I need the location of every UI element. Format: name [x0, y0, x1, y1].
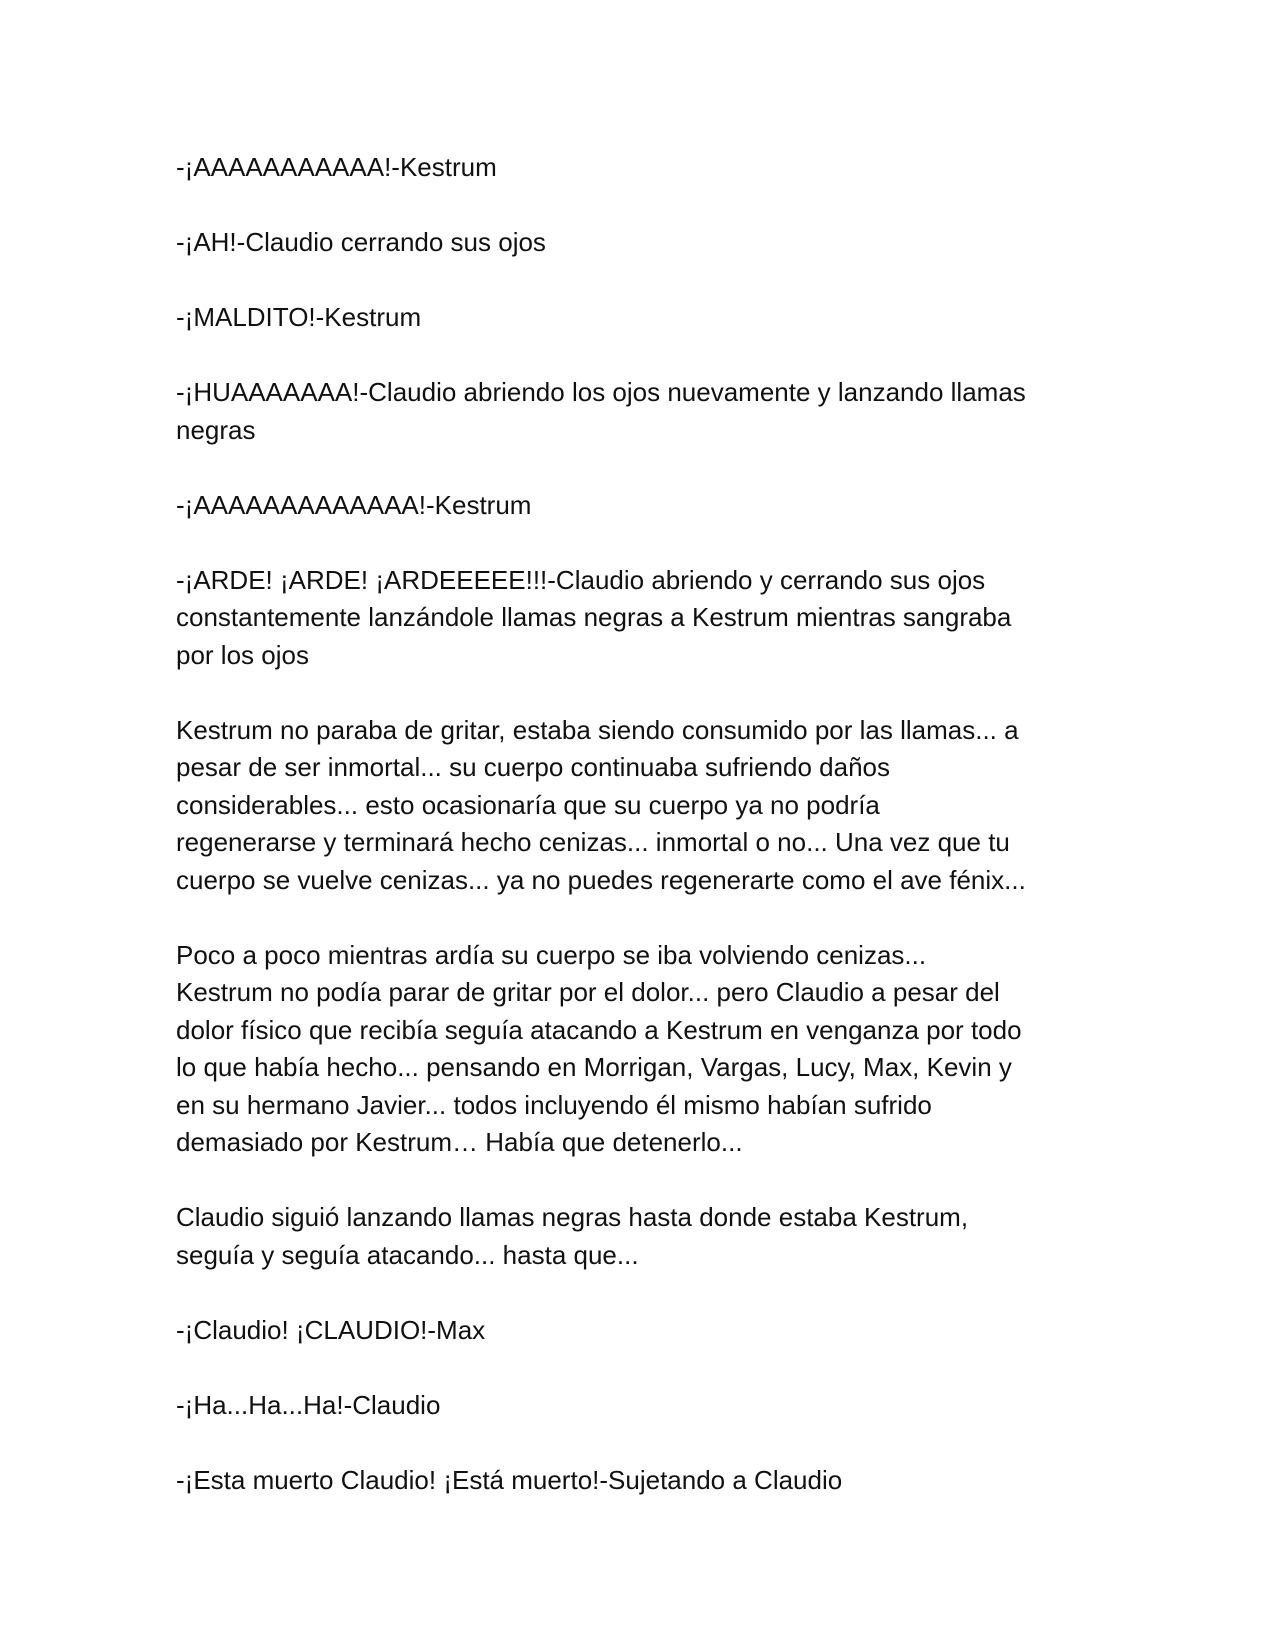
paragraph: -¡Claudio! ¡CLAUDIO!-Max	[176, 1314, 486, 1345]
paragraph: Poco a poco mientras ardía su cuerpo se iba volviendo cenizas... Kestrum no podía parar de gritar por el dolor... pero Claudio a pesar del dolor físico que recibía seguía atacando a Kestrum en venganza por todo lo que había hecho... pensando en Morrigan, Vargas, Lucy, Max, Kevin y en su hermano Javier... todos incluyendo él mismo habían sufrido demasiado por Kestrum… Había que detenerlo...	[176, 939, 1022, 1157]
paragraph: -¡Ha...Ha...Ha!-Claudio	[176, 1389, 441, 1420]
paragraph: -¡MALDITO!-Kestrum	[176, 302, 422, 332]
paragraph: -¡Esta muerto Claudio! ¡Está muerto!-Sujetando a Claudio	[176, 1464, 843, 1495]
paragraph: -¡AAAAAAAAAAAAA!-Kestrum	[176, 489, 532, 520]
document-body	[176, 149, 1106, 1537]
paragraph: Kestrum no paraba de gritar, estaba siendo consumido por las llamas... a pesar de ser inmortal... su cuerpo continuaba sufriendo daños considerables... esto ocasionaría que su cuerpo ya no podría regenerarse y terminará hecho cenizas... inmortal o no... Una vez que tu cuerpo se vuelve cenizas... ya no puedes regenerarte como el ave fénix...	[176, 714, 1026, 895]
paragraph: Claudio siguió lanzando llamas negras hasta donde estaba Kestrum, seguía y seguía atacando... hasta que...	[176, 1202, 969, 1270]
paragraph: -¡AAAAAAAAAAA!-Kestrum	[176, 152, 497, 182]
paragraph: -¡ARDE! ¡ARDE! ¡ARDEEEEE!!!-Claudio abriendo y cerrando sus ojos constantemente lanzándole llamas negras a Kestrum mientras sangraba por los ojos	[176, 564, 1012, 670]
paragraph: -¡AH!-Claudio cerrando sus ojos	[176, 227, 546, 257]
paragraph: -¡HUAAAAAAA!-Claudio abriendo los ojos nuevamente y lanzando llamas negras	[176, 377, 1026, 445]
